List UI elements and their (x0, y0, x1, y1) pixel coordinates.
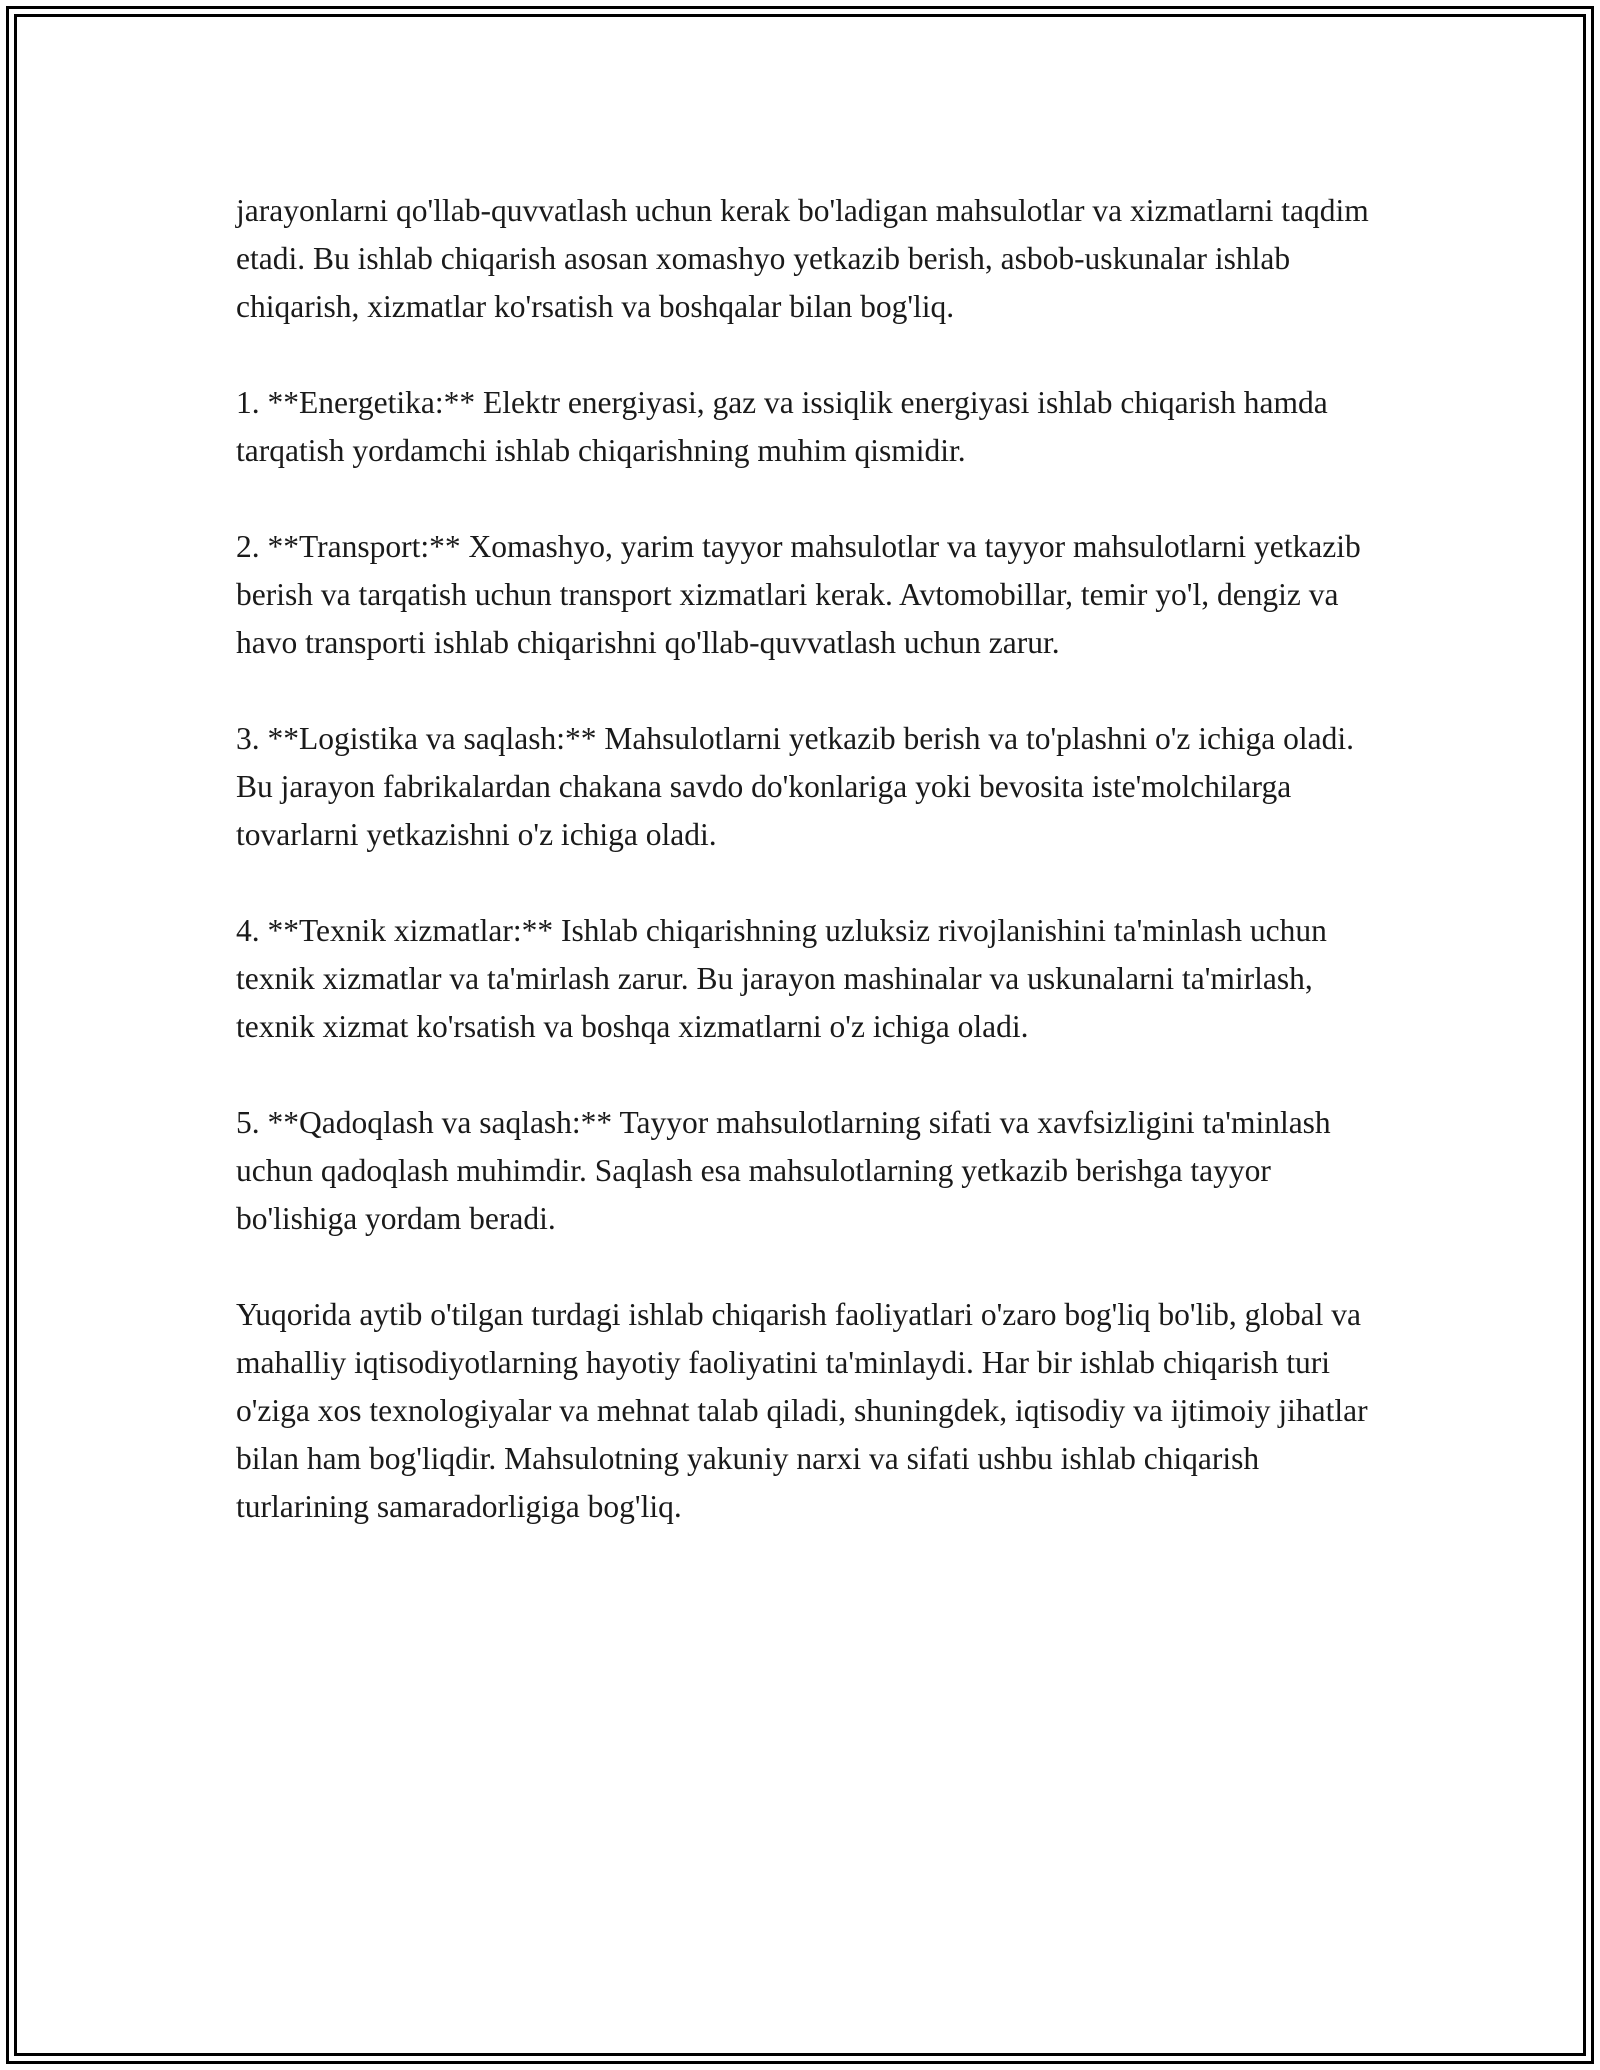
intro-paragraph: jarayonlarni qo'llab-quvvatlash uchun kerak bo'ladigan mahsulotlar va xizmatlarni taqdim etadi. Bu ishlab chiqarish asosan xomashyo yetkazib berish, asbob-uskunalar ishlab chiqarish, xizmatlar ko'rsatish va boshqalar bilan bog'liq. (236, 193, 1369, 324)
list-item-energetika: 1. **Energetika:** Elektr energiyasi, gaz va issiqlik energiyasi ishlab chiqarish hamda tarqatish yordamchi ishlab chiqarishning muhim qismidir. (236, 385, 1328, 468)
list-item-qadoqlash: 5. **Qadoqlash va saqlash:** Tayyor mahsulotlarning sifati va xavfsizligini ta'minlash uchun qadoqlash muhimdir. Saqlash esa mahsulotlarning yetkazib berishga tayyor bo'lishiga yordam beradi. (236, 1105, 1331, 1236)
list-item-logistika: 3. **Logistika va saqlash:** Mahsulotlarni yetkazib berish va to'plashni o'z ichiga oladi. Bu jarayon fabrikalardan chakana savdo do'konlariga yoki bevosita iste'molchilarga tovarlarni yetkazishni o'z ichiga oladi. (236, 721, 1354, 852)
list-item-texnik-xizmatlar: 4. **Texnik xizmatlar:** Ishlab chiqarishning uzluksiz rivojlanishini ta'minlash uchun texnik xizmatlar va ta'mirlash zarur. Bu jarayon mashinalar va uskunalarni ta'mirlash, texnik xizmat ko'rsatish va boshqa xizmatlarni o'z ichiga oladi. (236, 913, 1327, 1044)
list-item-transport: 2. **Transport:** Xomashyo, yarim tayyor mahsulotlar va tayyor mahsulotlarni yetkazib berish va tarqatish uchun transport xizmatlari kerak. Avtomobillar, temir yo'l, dengiz va havo transporti ishlab chiqarishni qo'llab-quvvatlash uchun zarur. (236, 529, 1361, 660)
document-body (236, 187, 1386, 1531)
conclusion-paragraph: Yuqorida aytib o'tilgan turdagi ishlab chiqarish faoliyatlari o'zaro bog'liq bo'lib, global va mahalliy iqtisodiyotlarning hayotiy faoliyatini ta'minlaydi. Har bir ishlab chiqarish turi o'ziga xos texnologiyalar va mehnat talab qiladi, shuningdek, iqtisodiy va ijtimoiy jihatlar bilan ham bog'liqdir. Mahsulotning yakuniy narxi va sifati ushbu ishlab chiqarish turlarining samaradorligiga bog'liq. (236, 1297, 1368, 1524)
